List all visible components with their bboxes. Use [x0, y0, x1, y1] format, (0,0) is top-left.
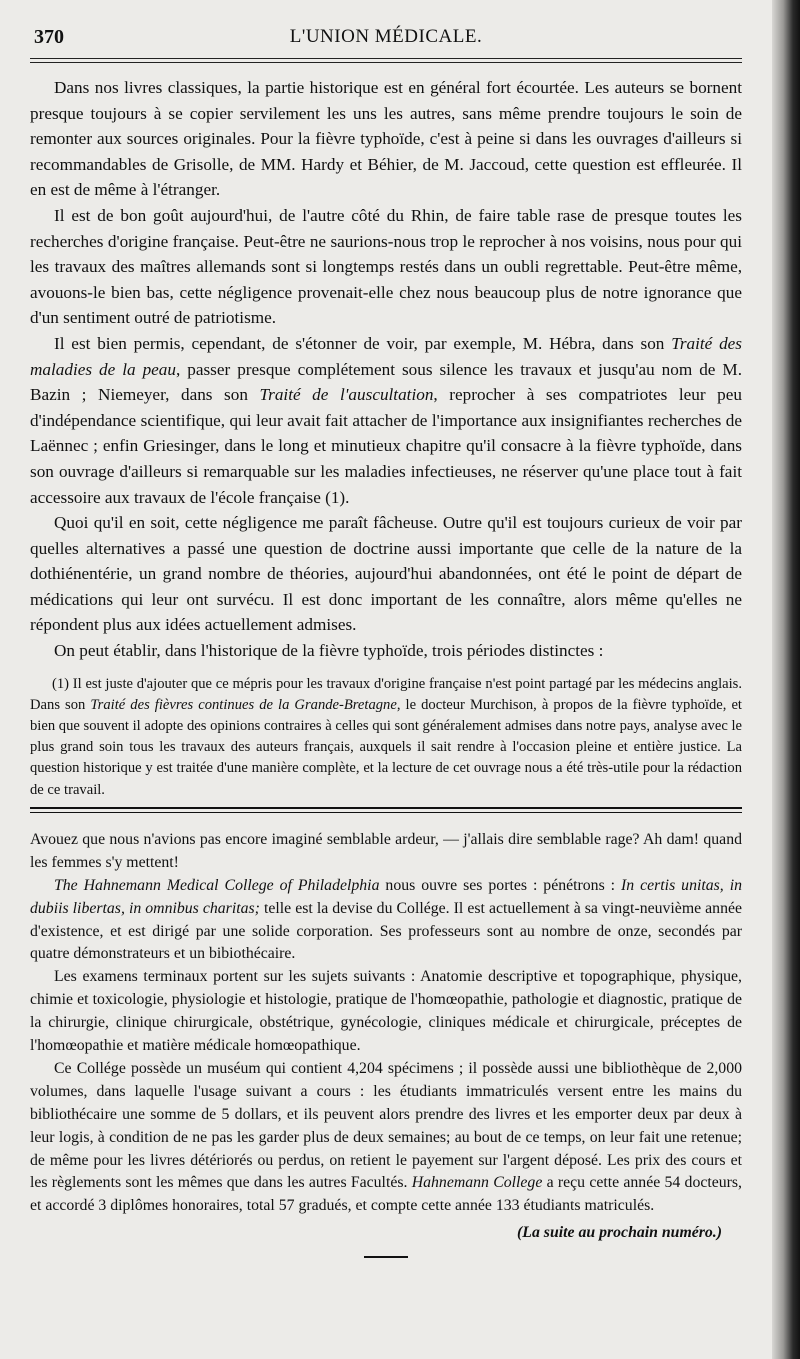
- text-run: , reprocher à ses compatriotes leur peu d'indépendance scientifique, qui leur avait fait attacher de l'importance aux insignifiantes recherches de Laënnec ; enfin Griesinger, dans le long et minutieux chapitre qu'il consacre à la fièvre typhoïde, dans son ouvrage d'ailleurs si remarquable sur les maladies infectieuses, ne réserver qu'une place tout à fait accessoire aux travaux de l'école française (1).: [30, 385, 742, 507]
- header-rule: [30, 62, 742, 63]
- text-run: a reçu cette année 54 docteurs, et accordé 3 diplômes honoraires, total 57 gradués, et compte cette année 133 étudiants matriculés.: [30, 1174, 743, 1215]
- feuilleton-paragraph: [30, 1058, 742, 1218]
- italic-title: The Hahnemann Medical College of Philadelphia: [54, 876, 380, 894]
- page-header: [30, 22, 742, 59]
- italic-title: Traité des fièvres continues de la Grande-Bretagne: [90, 696, 397, 713]
- page: [30, 22, 742, 1258]
- article-paragraph: [30, 203, 742, 331]
- book-spine-shadow: [772, 0, 800, 1359]
- feuilleton-paragraph: [30, 966, 742, 1058]
- text-run: Il est de bon goût aujourd'hui, de l'autre côté du Rhin, de faire table rase de presque toutes les recherches d'origine française. Peut-être ne saurions-nous trop le reprocher à nos voisins, nous pour qui les travaux des maîtres allemands sont si longtemps restés dans un oubli regrettable. Peut-être même, avouons-le bien bas, cette négligence provenait-elle chez nous beaucoup plus de notre ignorance que d'un sentiment outré de patriotisme.: [30, 205, 742, 328]
- italic-title: In certis unitas, in dubiis libertas, in omnibus charitas;: [30, 876, 742, 917]
- feuilleton: [30, 829, 742, 1218]
- feuilleton-separator: [30, 807, 742, 813]
- article-paragraph: [30, 638, 742, 664]
- text-run: nous ouvre ses portes : pénétrons :: [379, 876, 622, 894]
- text-run: , le docteur Murchison, à propos de la fièvre typhoïde, et bien que souvent il adopte des opinions contraires à celles qui sont généralement admises dans notre pays, analyse avec le plus grand soin tous les travaux des auteurs français, auxquels il sait rendre à l'occasion pleine et entière justice. La question historique y est traitée d'une manière complète, et la lecture de cet ouvrage nous a été très-utile pour la rédaction de ce travail.: [30, 696, 742, 798]
- article-paragraph: [30, 510, 742, 638]
- text-run: Dans nos livres classiques, la partie historique est en général fort écourtée. Les auteurs se bornent presque toujours à se copier servilement les uns les autres, sans même prendre toujours le soin de remonter aux sources originales. Pour la fièvre typhoïde, c'est à peine si dans les ouvrages d'ailleurs si recommandables de Grisolle, de MM. Hardy et Béhier, de M. Jaccoud, cette question est effleurée. Il en est de même à l'étranger.: [30, 78, 742, 200]
- continued-note: (La suite au prochain numéro.): [517, 1224, 722, 1242]
- footnote: [30, 674, 742, 801]
- text-run: telle est la devise du Collége. Il est actuellement à sa vingt-neuvième année d'existence, et est dirigé par une solide corporation. Ses professeurs sont au nombre de onze, secondés par quatre démonstrateurs et un bibiothécaire.: [30, 899, 742, 963]
- italic-title: Traité des maladies de la peau: [30, 333, 742, 379]
- text-run: Avouez que nous n'avions pas encore imaginé semblable ardeur, — j'allais dire semblable rage? Ah dam! quand les femmes s'y mettent!: [30, 830, 742, 871]
- article-body: [30, 75, 742, 664]
- text-run: Il est bien permis, cependant, de s'étonner de voir, par exemple, M. Hébra, dans son: [54, 333, 672, 353]
- feuilleton-paragraph: [30, 829, 742, 875]
- text-run: (1) Il est juste d'ajouter que ce mépris pour les travaux d'origine française n'est point partagé par les médecins anglais. Dans son: [30, 675, 742, 713]
- article-paragraph: [30, 75, 742, 203]
- text-run: On peut établir, dans l'historique de la fièvre typhoïde, trois périodes distinctes :: [54, 641, 604, 661]
- text-run: Les examens terminaux portent sur les sujets suivants : Anatomie descriptive et topographique, physique, chimie et toxicologie, physiologie et histologie, pratique de l'homœopathie, pathologie et diagnostic, pratique de la chirurgie, clinique chirurgicale, obstétrique, gynécologie, cliniques médicale et chirurgicale, préceptes de l'homœopathie et matière médicale homœopathique.: [30, 968, 742, 1055]
- end-rule: [364, 1256, 408, 1258]
- page-number: 370: [34, 26, 64, 48]
- text-run: , passer presque complétement sous silence les travaux et jusqu'au nom de M. Bazin ; Niemeyer, dans son: [30, 359, 742, 405]
- italic-title: Traité de l'auscultation: [259, 385, 434, 405]
- feuilleton-paragraph: [30, 875, 742, 967]
- text-run: Quoi qu'il en soit, cette négligence me paraît fâcheuse. Outre qu'il est toujours curieux de voir par quelles alternatives a passé une question de doctrine aussi importante que celle de la nature de la dothiénentérie, un grand nombre de théories, aujourd'hui abandonnées, ont été le point de départ de médications qui leur ont survécu. Il est donc important de les connaître, alors même qu'elles ne répondent plus aux idées actuellement admises.: [30, 513, 742, 635]
- italic-title: Hahnemann College: [411, 1174, 543, 1192]
- article-paragraph: [30, 331, 742, 510]
- footnote-paragraph: [30, 674, 742, 801]
- text-run: Ce Collége possède un muséum qui contient 4,204 spécimens ; il possède aussi une bibliothèque de 2,000 volumes, dans laquelle l'usage suivant a cours : les étudiants immatriculés versent entre les mains du bibliothécaire une somme de 5 dollars, et ils peuvent alors prendre des livres et les emporter deux par deux à leur logis, à condition de ne pas les garder plus de deux semaines; au bout de ce temps, on leur fait une retenue; de même pour les livres détériorés ou perdus, on retient le payement sur l'argent déposé. Les prix des cours et les règlements sont les mêmes que dans les autres Facultés.: [30, 1059, 742, 1192]
- running-title: L'UNION MÉDICALE.: [289, 26, 483, 47]
